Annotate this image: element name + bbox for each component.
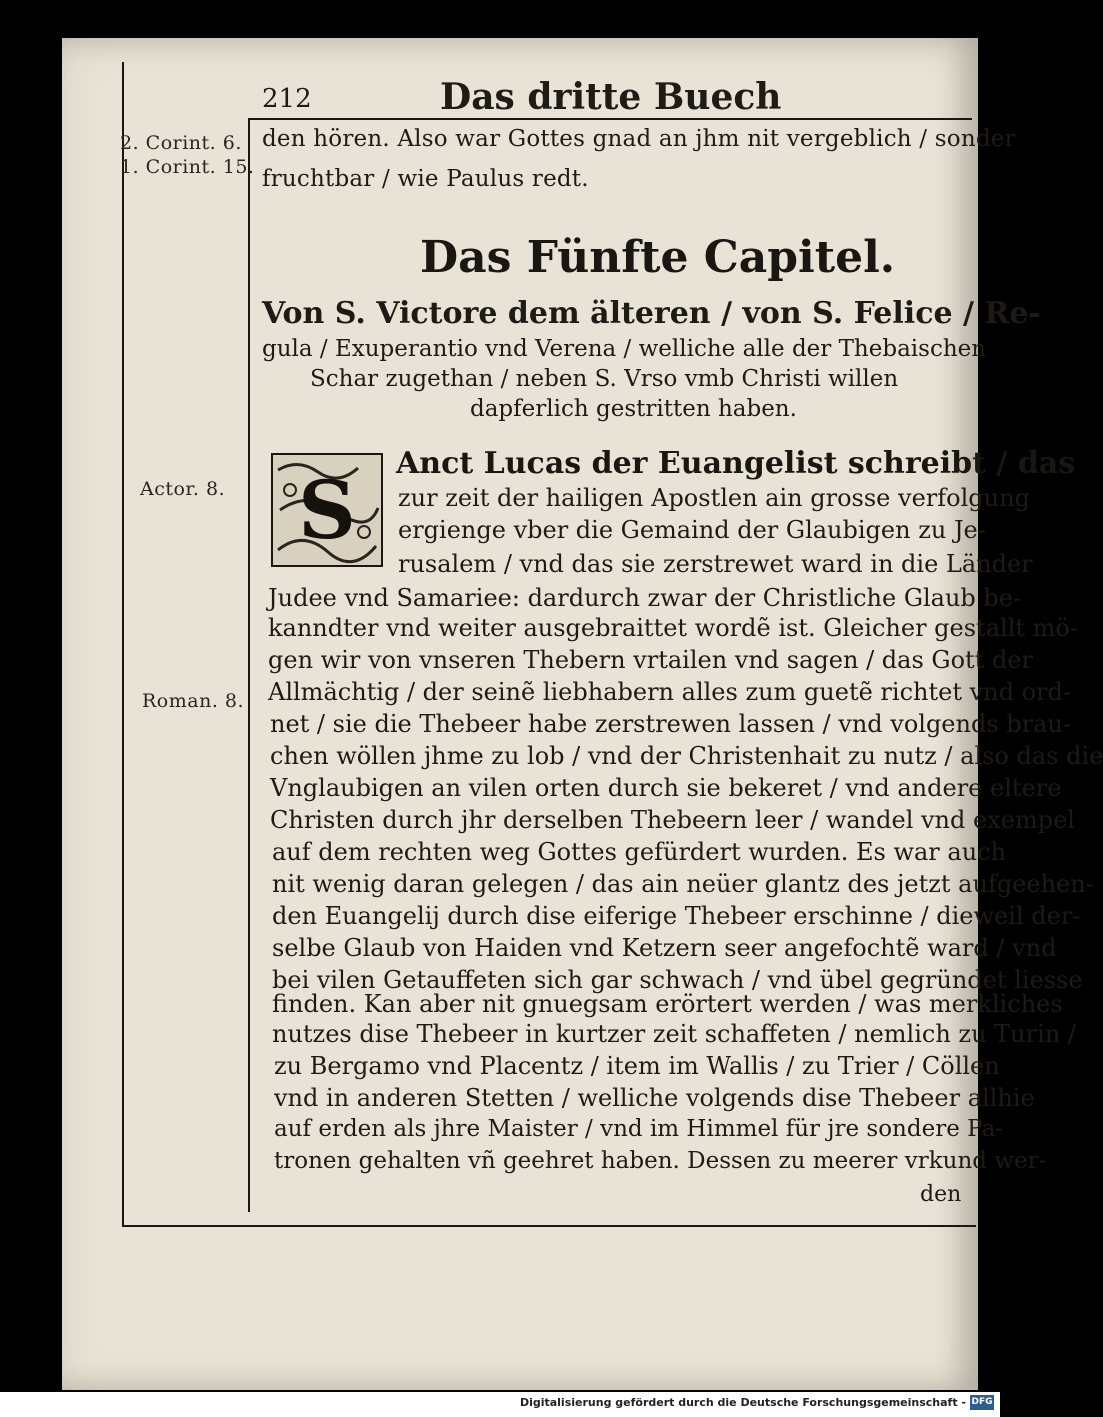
running-head: Das dritte Buech xyxy=(440,76,782,118)
body-lead-line: Anct Lucas der Euangelist schreibt / das xyxy=(396,446,1076,481)
text-line: selbe Glaub von Haiden vnd Ketzern seer angefochtẽ ward / vnd xyxy=(272,934,1057,962)
chapter-subtitle-line: gula / Exuperantio vnd Verena / welliche alle der Thebaischen xyxy=(262,336,987,362)
text-line: Judee vnd Samariee: dardurch zwar der Christliche Glaub be- xyxy=(268,584,1022,612)
margin-rule xyxy=(248,118,250,1212)
text-line: net / sie die Thebeer habe zerstrewen lassen / vnd volgends brau- xyxy=(270,710,1071,738)
funding-credit: Digitalisierung gefördert durch die Deutsche Forschungsgemeinschaft - xyxy=(519,1396,966,1409)
chapter-subtitle-lead: Von S. Victore dem älteren / von S. Felice / Re- xyxy=(262,296,1041,331)
text-line: kanndter vnd weiter ausgebraittet wordẽ ist. Gleicher gestallt mö- xyxy=(268,614,1078,642)
text-line: finden. Kan aber nit gnuegsam erörtert werden / was merkliches xyxy=(272,990,1063,1018)
text-line: fruchtbar / wie Paulus redt. xyxy=(262,166,589,192)
text-line: auf erden als jhre Maister / vnd im Himmel für jre sondere Pa- xyxy=(274,1116,1004,1142)
digitization-footer xyxy=(0,1392,1000,1417)
text-line: Allmächtig / der seinẽ liebhabern alles zum guetẽ richtet vnd ord- xyxy=(268,678,1072,706)
dfg-logo: DFG xyxy=(970,1395,994,1410)
margin-note: 1. Corint. 15. xyxy=(120,156,255,178)
text-line: Christen durch jhr derselben Thebeern leer / wandel vnd exempel xyxy=(270,806,1075,834)
text-line: nutzes dise Thebeer in kurtzer zeit schaffeten / nemlich zu Turin / xyxy=(272,1020,1076,1048)
text-line: rusalem / vnd das sie zerstrewet ward in die Länder xyxy=(398,550,1033,578)
chapter-title: Das Fünfte Capitel. xyxy=(420,232,896,283)
margin-note: Roman. 8. xyxy=(142,690,245,712)
text-line: Vnglaubigen an vilen orten durch sie bekeret / vnd andere eltere xyxy=(270,774,1062,802)
text-line: gen wir von vnseren Thebern vrtailen vnd sagen / das Gott der xyxy=(268,646,1033,674)
text-line: chen wöllen jhme zu lob / vnd der Christenhait zu nutz / also das die xyxy=(270,742,1103,770)
text-line: auf dem rechten weg Gottes gefürdert wurden. Es war auch xyxy=(272,838,1007,866)
text-line: den Euangelij durch dise eiferige Thebeer erschinne / dieweil der- xyxy=(272,902,1081,930)
text-line: zur zeit der hailigen Apostlen ain grosse verfolgung xyxy=(398,484,1030,512)
margin-note: 2. Corint. 6. xyxy=(120,132,242,154)
text-line: tronen gehalten vñ geehret haben. Dessen zu meerer vrkund wer- xyxy=(274,1148,1047,1174)
page-number: 212 xyxy=(262,84,312,114)
decorated-initial-ornament xyxy=(268,450,386,570)
text-line: zu Bergamo vnd Placentz / item im Wallis / zu Trier / Cöllen xyxy=(274,1052,1000,1080)
header-rule xyxy=(248,118,972,120)
catchword: den xyxy=(920,1182,962,1207)
text-line: ergienge vber die Gemaind der Glaubigen zu Je- xyxy=(398,516,986,544)
margin-note: Actor. 8. xyxy=(140,478,226,500)
text-line: nit wenig daran gelegen / das ain neüer glantz des jetzt aufgeehen- xyxy=(272,870,1094,898)
initial-letter: S xyxy=(298,463,356,557)
text-line: bei vilen Getauffeten sich gar schwach / vnd übel gegründet liesse xyxy=(272,966,1083,994)
text-line: den hören. Also war Gottes gnad an jhm nit vergeblich / sonder xyxy=(262,126,1016,152)
chapter-subtitle-line: dapferlich gestritten haben. xyxy=(470,396,797,422)
text-line: vnd in anderen Stetten / welliche volgends dise Thebeer allhie xyxy=(274,1084,1035,1112)
decorated-initial xyxy=(268,450,386,570)
chapter-subtitle-line: Schar zugethan / neben S. Vrso vmb Christi willen xyxy=(310,366,899,392)
